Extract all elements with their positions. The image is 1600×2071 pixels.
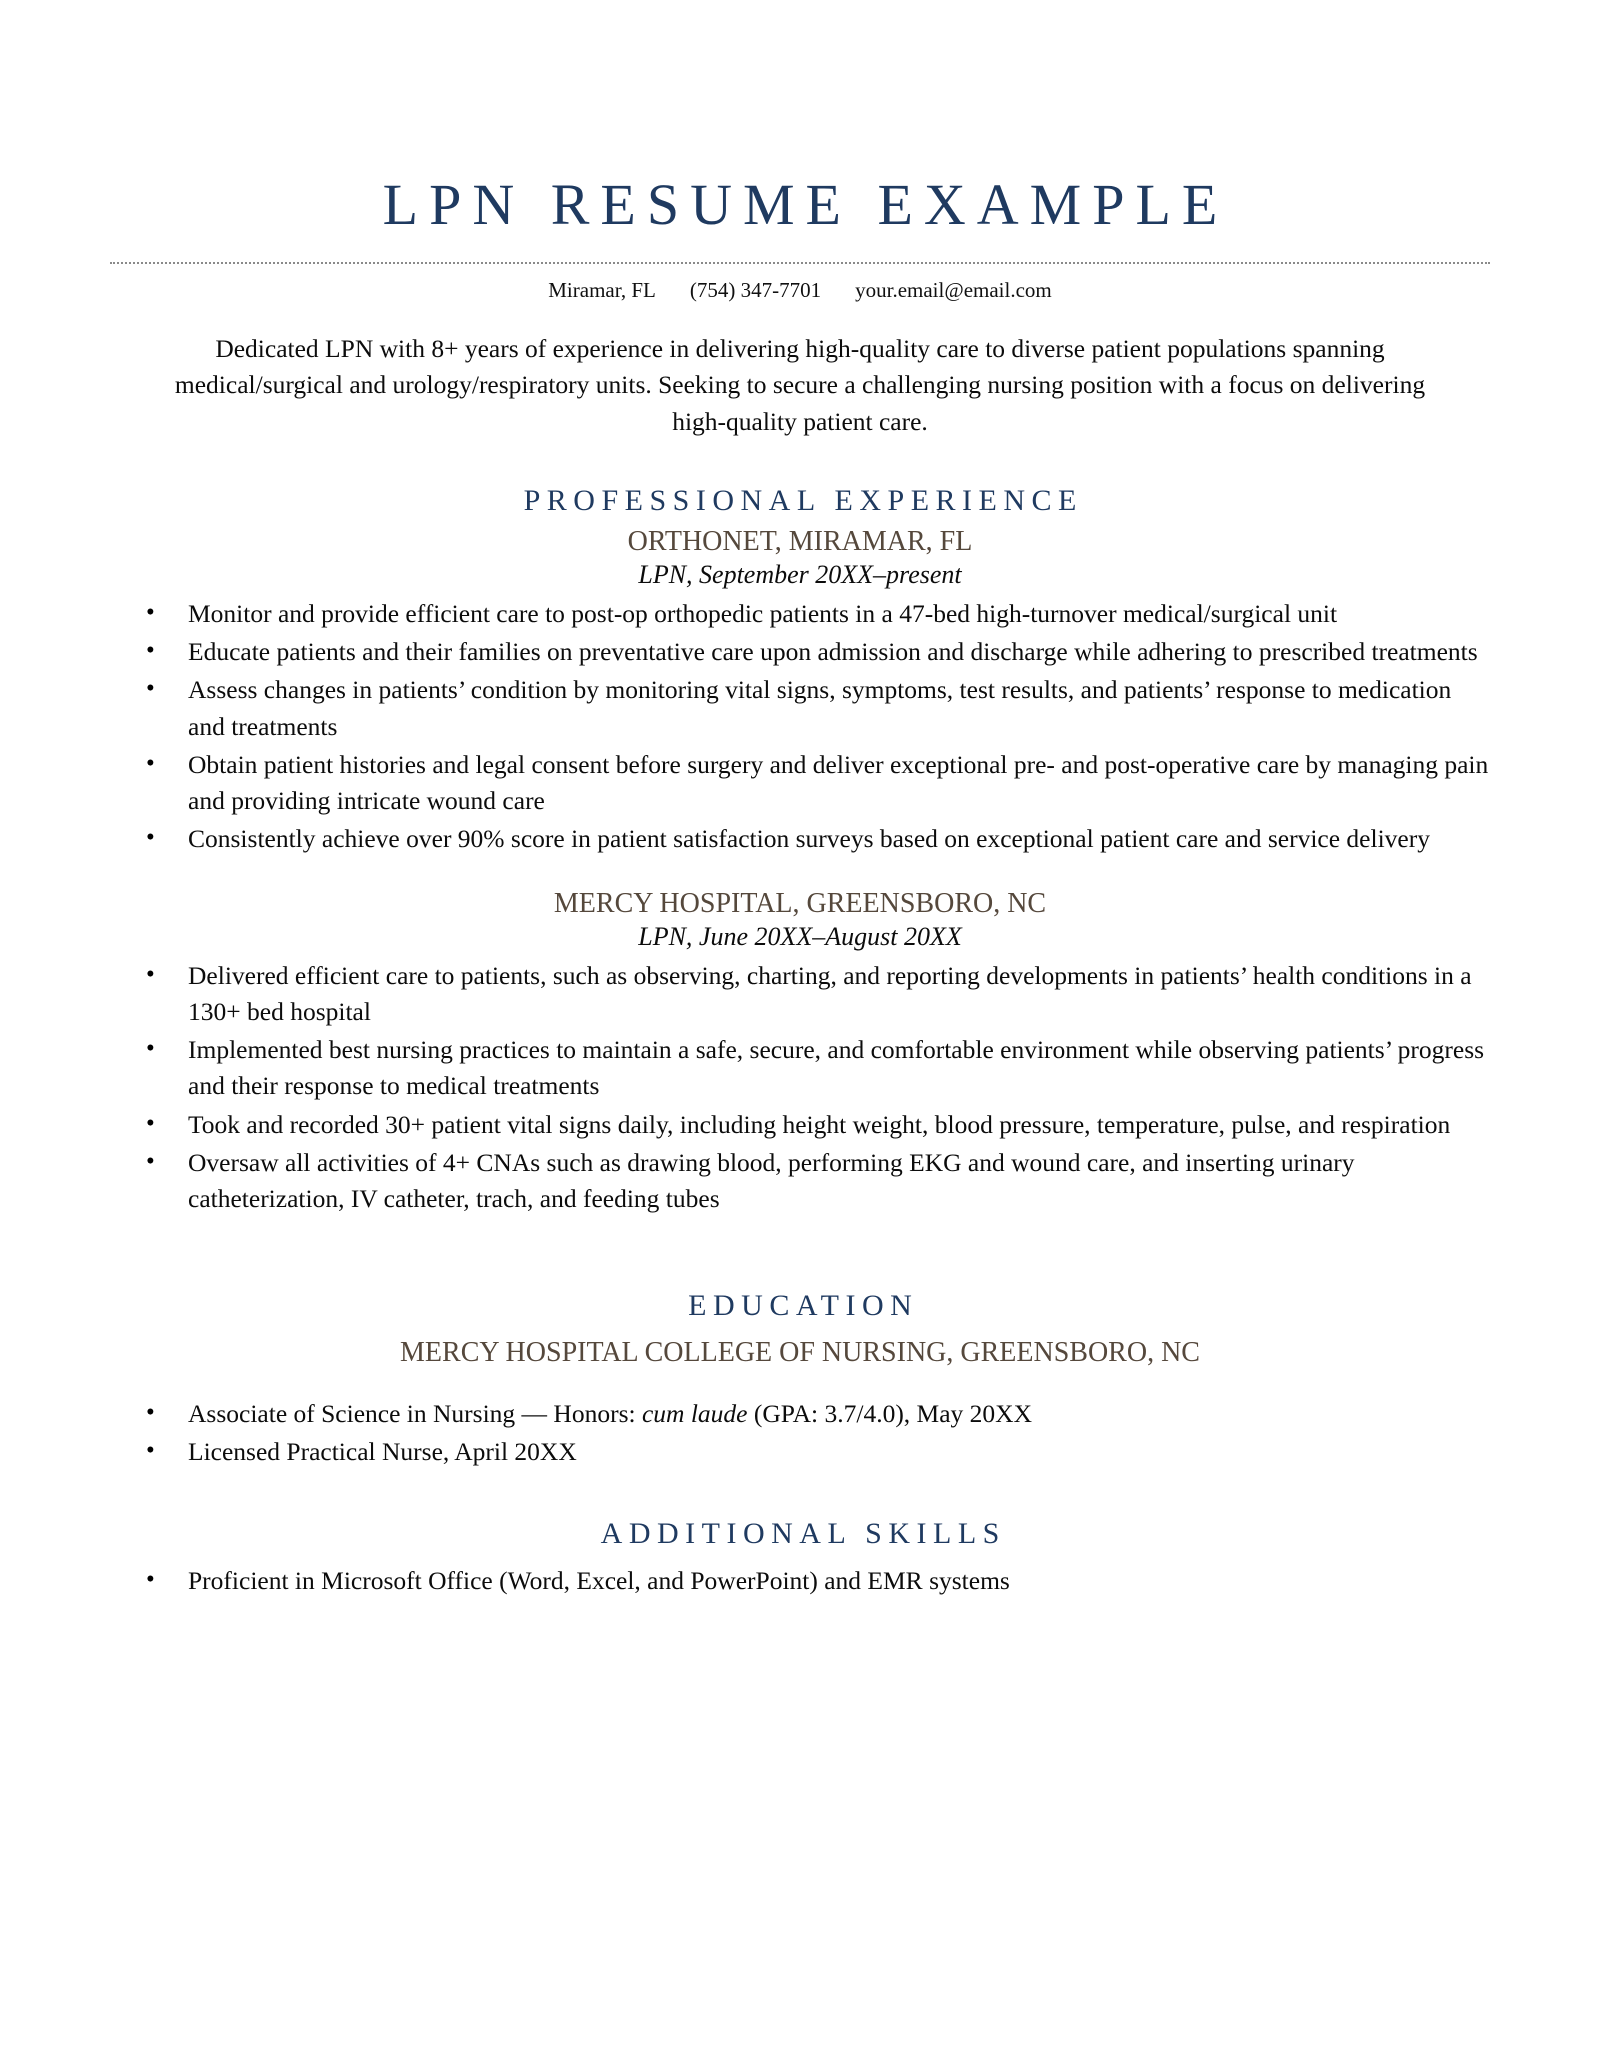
section-title-additional-skills: ADDITIONAL SKILLS <box>600 1516 1006 1550</box>
job-entry <box>110 886 1490 1218</box>
section-additional-skills <box>110 1517 1490 1599</box>
page-title: LPN RESUME EXAMPLE <box>382 172 1229 237</box>
contact-location: Miramar, FL <box>548 277 656 302</box>
degree-suffix: (GPA: 3.7/4.0), May 20XX <box>747 1399 1033 1429</box>
list-item: • Licensed Practical Nurse, April 20XX <box>110 1434 1490 1470</box>
list-item: • Educate patients and their families on preventative care upon admission and discharge while adhering to prescribed treatments <box>110 634 1490 670</box>
header-divider <box>110 262 1490 264</box>
section-education <box>110 1289 1490 1470</box>
list-item: • Took and recorded 30+ patient vital signs daily, including height weight, blood pressure, temperature, pulse, and respiration <box>110 1107 1490 1143</box>
spacer <box>110 1551 1490 1563</box>
job-organization: ORTHONET, MIRAMAR, FL <box>627 525 973 557</box>
spacer <box>110 1263 1490 1289</box>
spacer <box>110 1323 1490 1335</box>
spacer <box>110 440 1490 484</box>
spacer <box>110 860 1490 886</box>
education-bullet-list <box>110 1396 1490 1470</box>
job-role: LPN, September 20XX–present <box>638 559 962 589</box>
list-item: • Implemented best nursing practices to maintain a safe, secure, and comfortable environment while observing patients’ progress and their response to medical treatments <box>110 1032 1490 1104</box>
list-item: • Assess changes in patients’ condition by monitoring vital signs, symptoms, test results, and patients’ response to medication and treatments <box>110 672 1490 744</box>
job-role: LPN, June 20XX–August 20XX <box>638 921 962 951</box>
skills-bullet-list <box>110 1563 1490 1599</box>
job-bullet-list <box>110 596 1490 857</box>
degree-honors: cum laude <box>641 1399 748 1429</box>
list-item: • Obtain patient histories and legal consent before surgery and deliver exceptional pre- and post-operative care by managing pain and providing intricate wound care <box>110 747 1490 819</box>
list-item: • Consistently achieve over 90% score in patient satisfaction surveys based on exceptional patient care and service delivery <box>110 821 1490 857</box>
job-entry <box>110 524 1490 858</box>
education-school: MERCY HOSPITAL COLLEGE OF NURSING, GREENSBORO, NC <box>400 1337 1200 1369</box>
list-item: • Oversaw all activities of 4+ CNAs such as drawing blood, performing EKG and wound care, and inserting urinary catheterization, IV catheter, trach, and feeding tubes <box>110 1145 1490 1217</box>
spacer <box>110 1473 1490 1517</box>
spacer <box>110 1370 1490 1396</box>
section-professional-experience <box>110 484 1490 1217</box>
list-item: • Monitor and provide efficient care to post-op orthopedic patients in a 47-bed high-turnover medical/surgical unit <box>110 596 1490 632</box>
professional-summary: Dedicated LPN with 8+ years of experience in delivering high-quality care to diverse patient populations spanning medical/surgical and urology/respiratory units. Seeking to secure a challenging nursing position with a focus on delivering high-quality patient care. <box>174 334 1426 436</box>
contact-phone: (754) 347-7701 <box>689 277 822 302</box>
section-title-education: EDUCATION <box>688 1289 919 1323</box>
job-organization: MERCY HOSPITAL, GREENSBORO, NC <box>553 887 1047 919</box>
list-item <box>110 1396 1490 1432</box>
list-item: • Delivered efficient care to patients, such as observing, charting, and reporting developments in patients’ health conditions in a 130+ bed hospital <box>110 958 1490 1030</box>
degree-prefix: Associate of Science in Nursing — Honors: <box>188 1399 642 1429</box>
section-title-professional-experience: PROFESSIONAL EXPERIENCE <box>523 483 1083 517</box>
contact-email: your.email@email.com <box>855 277 1052 302</box>
job-bullet-list <box>110 958 1490 1217</box>
list-item: • Proficient in Microsoft Office (Word, Excel, and PowerPoint) and EMR systems <box>110 1563 1490 1599</box>
contact-line <box>110 276 1490 305</box>
spacer <box>110 1219 1490 1263</box>
